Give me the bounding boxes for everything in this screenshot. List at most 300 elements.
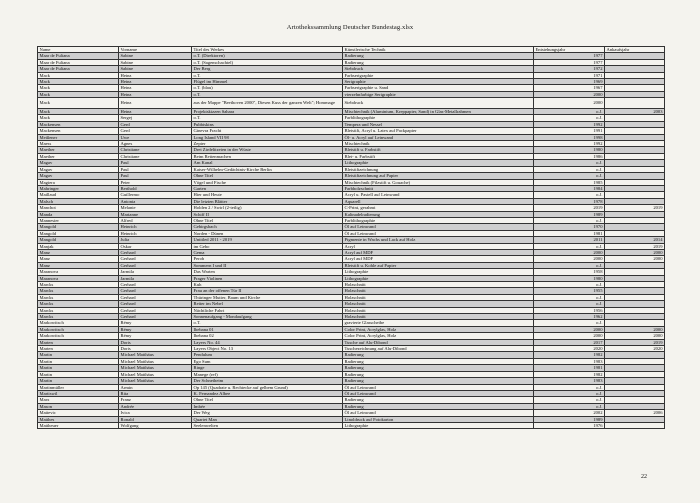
cell-vorname: Paul: [119, 166, 192, 172]
cell-titel: Manege (ref): [192, 371, 343, 377]
cell-entstehungsjahr: o.J.: [534, 320, 605, 326]
cell-titel: Ibebana 02: [192, 333, 343, 339]
cell-entstehungsjahr: o.J.: [534, 294, 605, 300]
cell-technik: Lithographie: [343, 275, 534, 281]
cell-technik: Mischtechnik: [343, 141, 534, 147]
cell-name: Mattevic: [38, 410, 119, 416]
cell-vorname: Sabine: [119, 53, 192, 59]
cell-entstehungsjahr: 1980: [534, 275, 605, 281]
cell-name: Mackensen: [38, 121, 119, 127]
cell-vorname: Gerhard: [119, 256, 192, 262]
cell-name: Mack: [38, 85, 119, 91]
cell-technik: Bleistift, Acryl u. Latex auf Packpapier: [343, 128, 534, 134]
cell-titel: Der Berg: [192, 66, 343, 72]
cell-name: Markowitsch: [38, 320, 119, 326]
cell-vorname: Heinz: [119, 72, 192, 78]
cell-titel: o.T.: [192, 72, 343, 78]
cell-entstehungsjahr: 2000: [534, 91, 605, 97]
cell-titel: Perob: [192, 256, 343, 262]
cell-name: Manda: [38, 211, 119, 217]
cell-vorname: Sabine: [119, 66, 192, 72]
cell-technik: Lithographie: [343, 269, 534, 275]
cell-titel: Ibebana 01: [192, 326, 343, 332]
cell-technik: Radierung: [343, 365, 534, 371]
cell-entstehungsjahr: 1981: [534, 365, 605, 371]
cell-titel: Ohne Titel: [192, 173, 343, 179]
cell-entstehungsjahr: 1977: [534, 59, 605, 65]
cell-name: Martin: [38, 358, 119, 364]
cell-name: Mangold: [38, 224, 119, 230]
cell-technik: Bleistiftzeichnung: [343, 166, 534, 172]
cell-titel: o.T.: [192, 91, 343, 97]
cell-titel: Gebirgsbach: [192, 224, 343, 230]
cell-technik: Lithographie: [343, 160, 534, 166]
cell-entstehungsjahr: 1991: [534, 128, 605, 134]
cell-name: Marcks: [38, 301, 119, 307]
cell-vorname: Gerhard: [119, 307, 192, 313]
cell-entstehungsjahr: 1985: [534, 179, 605, 185]
cell-technik: Bleistift u. Farbstift: [343, 147, 534, 153]
cell-technik: Radierung: [343, 378, 534, 384]
cell-name: Marx: [38, 397, 119, 403]
cell-technik: Farbserigraphie: [343, 72, 534, 78]
cell-entstehungsjahr: o.J.: [534, 160, 605, 166]
cell-name: Martin: [38, 378, 119, 384]
column-header-titel: Titel des Werkes: [192, 47, 343, 53]
cell-name: Maess: [38, 141, 119, 147]
cell-titel: Beim Rettenmachen: [192, 153, 343, 159]
cell-titel: Ringe: [192, 365, 343, 371]
cell-name: Marten: [38, 346, 119, 352]
cell-technik: gravierte Glasscheibe: [343, 320, 534, 326]
cell-name: Maar de Fuliana: [38, 66, 119, 72]
cell-technik: Aquarell: [343, 198, 534, 204]
cell-name: Manchot: [38, 205, 119, 211]
cell-vorname: Heinz: [119, 98, 192, 109]
cell-technik: Acryl: [343, 243, 534, 249]
cell-titel: Seelenwelten: [192, 422, 343, 428]
cell-entstehungsjahr: 1992: [534, 141, 605, 147]
cell-name: Mannesier: [38, 217, 119, 223]
cell-vorname: Melanie: [119, 205, 192, 211]
cell-entstehungsjahr: 1980: [534, 147, 605, 153]
cell-technik: Öl auf Leinwand: [343, 224, 534, 230]
cell-titel: Sonnenaufgang - Mondaufgang: [192, 314, 343, 320]
cell-titel: o.T. (Sagenschachtel): [192, 59, 343, 65]
cell-vorname: Uwe: [119, 134, 192, 140]
cell-titel: Schiff II: [192, 211, 343, 217]
cell-entstehungsjahr: 2002: [534, 410, 605, 416]
cell-name: Mahringer: [38, 185, 119, 191]
cell-titel: Drei Zirdelitzeien in der Wüste: [192, 147, 343, 153]
cell-vorname: Christiane: [119, 153, 192, 159]
cell-technik: Radierung: [343, 397, 534, 403]
cell-titel: Das Warten: [192, 269, 343, 275]
cell-name: Marcks: [38, 288, 119, 294]
cell-entstehungsjahr: o.J.: [534, 173, 605, 179]
cell-titel: Thüringer Mutter, Baum und Kirche: [192, 294, 343, 300]
cell-name: Manz: [38, 256, 119, 262]
cell-technik: Öl auf Leinwand: [343, 230, 534, 236]
cell-vorname: Michael Matthäus: [119, 365, 192, 371]
cell-technik: Siebdruck: [343, 98, 534, 109]
cell-name: Mason: [38, 403, 119, 409]
cell-ankaufsjahr: 2000: [605, 326, 665, 332]
cell-ankaufsjahr: 2000: [605, 333, 665, 339]
column-header-technik: Künstlerische Technik: [343, 47, 534, 53]
cell-vorname: Guillermo: [119, 192, 192, 198]
cell-entstehungsjahr: 1970: [534, 224, 605, 230]
cell-name: Manz: [38, 249, 119, 255]
cell-name: Maether: [38, 147, 119, 153]
cell-technik: Farbserigraphie u. Sand: [343, 85, 534, 91]
cell-technik: Farbholzschnitt: [343, 185, 534, 191]
cell-entstehungsjahr: o.J.: [534, 109, 605, 115]
cell-name: Magav: [38, 166, 119, 172]
cell-name: Marcks: [38, 282, 119, 288]
cell-technik: Radierung: [343, 358, 534, 364]
cell-titel: o.T. (blau): [192, 85, 343, 91]
cell-titel: Projektskizzen Sahara: [192, 109, 343, 115]
cell-technik: Bleistiftzeichnung auf Papier: [343, 173, 534, 179]
cell-vorname: Gerhard: [119, 301, 192, 307]
cell-entstehungsjahr: 1983: [534, 378, 605, 384]
cell-name: Malsch: [38, 198, 119, 204]
cell-titel: Holden 2 / Swirl (2-teilig): [192, 205, 343, 211]
cell-name: Marten: [38, 339, 119, 345]
cell-name: Mangold: [38, 230, 119, 236]
cell-titel: Der Schneiheim: [192, 378, 343, 384]
cell-name: Maranova: [38, 275, 119, 281]
cell-titel: aus der Mappe "Beethoven 2000", Diesen Kuss der ganzen Welt"; Hommage: [192, 98, 343, 109]
cell-entstehungsjahr: o.J.: [534, 384, 605, 390]
cell-ankaufsjahr: 2014: [605, 237, 665, 243]
column-header-vorname: Vorname: [119, 47, 192, 53]
cell-entstehungsjahr: o.J.: [534, 262, 605, 268]
cell-entstehungsjahr: 1984: [534, 185, 605, 191]
cell-titel: Hier und Heute: [192, 192, 343, 198]
cell-vorname: Gerhard: [119, 288, 192, 294]
cell-entstehungsjahr: o.J.: [534, 243, 605, 249]
cell-titel: Ego Sum: [192, 358, 343, 364]
cell-ankaufsjahr: [605, 422, 665, 428]
cell-vorname: Heinz: [119, 85, 192, 91]
column-header-ankaufsjahr: Ankaufsjahr: [605, 47, 665, 53]
cell-name: Martinmüller: [38, 384, 119, 390]
cell-vorname: Jarmila: [119, 275, 192, 281]
cell-technik: Pigmente in Wachs und Lack auf Holz: [343, 237, 534, 243]
cell-vorname: Marianne: [119, 211, 192, 217]
table-row: [38, 98, 665, 109]
cell-technik: Mischtechnik (Filzstift u. Gouache): [343, 179, 534, 185]
cell-ankaufsjahr: [605, 98, 665, 109]
cell-titel: Frau an der offenen Tür II: [192, 288, 343, 294]
cell-entstehungsjahr: 1956: [534, 307, 605, 313]
cell-technik: Siebdruck: [343, 66, 534, 72]
cell-technik: Acryl u. Pastell auf Leinwand: [343, 192, 534, 198]
cell-technik: Lithographie: [343, 422, 534, 428]
cell-titel: Flügel im Himmel: [192, 79, 343, 85]
cell-technik: Radierung: [343, 403, 534, 409]
cell-titel: Zepter: [192, 141, 343, 147]
cell-technik: Holzschnitt: [343, 282, 534, 288]
cell-entstehungsjahr: 2000: [534, 256, 605, 262]
cell-entstehungsjahr: 1981: [534, 230, 605, 236]
cell-name: Maranova: [38, 269, 119, 275]
cell-entstehungsjahr: o.J.: [534, 403, 605, 409]
cell-technik: vierzehnfarbige Serigraphie: [343, 91, 534, 97]
cell-titel: K. Fernandez Albee: [192, 390, 343, 396]
cell-technik: Tuschezeichnung auf Alu-Dibond: [343, 346, 534, 352]
cell-entstehungsjahr: o.J.: [534, 390, 605, 396]
cell-technik: Holzschnitt: [343, 314, 534, 320]
cell-vorname: Michael Matthäus: [119, 378, 192, 384]
cell-entstehungsjahr: 1989: [534, 416, 605, 422]
cell-name: Maether: [38, 153, 119, 159]
cell-entstehungsjahr: 1977: [534, 53, 605, 59]
cell-name: Markowitsch: [38, 333, 119, 339]
cell-technik: C-Print, gerahmt: [343, 205, 534, 211]
cell-name: Marcks: [38, 307, 119, 313]
cell-entstehungsjahr: 2000: [534, 326, 605, 332]
cell-vorname: Rémy: [119, 326, 192, 332]
cell-vorname: Sergej: [119, 115, 192, 121]
cell-vorname: Michael Matthäus: [119, 358, 192, 364]
cell-name: Maillaud: [38, 192, 119, 198]
cell-technik: Color Print, Acrylglas, Holz: [343, 333, 534, 339]
cell-name: Mack: [38, 115, 119, 121]
cell-titel: Nächtliche Fahrt: [192, 307, 343, 313]
cell-entstehungsjahr: 2000: [534, 333, 605, 339]
cell-vorname: Gerhard: [119, 314, 192, 320]
cell-titel: Ohne Titel: [192, 217, 343, 223]
cell-name: Mack: [38, 98, 119, 109]
cell-name: Mangold: [38, 237, 119, 243]
cell-technik: Öl auf Leinwand: [343, 384, 534, 390]
cell-technik: Öl auf Leinwand: [343, 390, 534, 396]
cell-name: Magiera: [38, 179, 119, 185]
cell-ankaufsjahr: 2019: [605, 243, 665, 249]
cell-vorname: Berthold: [119, 185, 192, 191]
cell-entstehungsjahr: 1958: [534, 269, 605, 275]
cell-ankaufsjahr: 2019: [605, 205, 665, 211]
cell-name: Marcks: [38, 294, 119, 300]
table-body: [38, 53, 665, 429]
cell-vorname: Armin: [119, 384, 192, 390]
cell-technik: Color Print, Acrylglas, Holz: [343, 326, 534, 332]
cell-titel: Vögel und Fische: [192, 179, 343, 185]
cell-vorname: Doris: [119, 346, 192, 352]
cell-name: Mack: [38, 109, 119, 115]
cell-entstehungsjahr: 1955: [534, 288, 605, 294]
cell-ankaufsjahr: 2000: [605, 256, 665, 262]
cell-titel: Kaiser-Wilhelm-Gedächtnis-Kirche Berlin: [192, 166, 343, 172]
cell-ankaufsjahr: 2020: [605, 346, 665, 352]
cell-vorname: Agnes: [119, 141, 192, 147]
cell-entstehungsjahr: 1982: [534, 352, 605, 358]
cell-name: Martin: [38, 371, 119, 377]
page-number: 22: [641, 474, 647, 480]
document-title: Artothekssammlung Deutscher Bundestag.xlsx: [286, 24, 414, 31]
cell-name: Mack: [38, 72, 119, 78]
cell-technik: Radierung: [343, 59, 534, 65]
cell-name: Magav: [38, 173, 119, 179]
cell-name: Marcks: [38, 314, 119, 320]
cell-entstehungsjahr: 2011: [534, 237, 605, 243]
cell-titel: Ohne Titel: [192, 397, 343, 403]
cell-vorname: Doris: [119, 339, 192, 345]
cell-vorname: Gerd: [119, 121, 192, 127]
cell-entstehungsjahr: 1989: [534, 211, 605, 217]
cell-titel: Layers Object No. 13: [192, 346, 343, 352]
cell-entstehungsjahr: 1976: [534, 422, 605, 428]
cell-entstehungsjahr: o.J.: [534, 217, 605, 223]
cell-vorname: Gerd: [119, 128, 192, 134]
cell-technik: Holzschnitt: [343, 301, 534, 307]
cell-titel: Sommern I und II: [192, 262, 343, 268]
cell-entstehungsjahr: o.J.: [534, 301, 605, 307]
cell-technik: Holzschnitt: [343, 307, 534, 313]
cell-entstehungsjahr: o.J.: [534, 397, 605, 403]
table-row: [38, 422, 665, 428]
cell-vorname: Jarmila: [119, 269, 192, 275]
cell-titel: Kuh: [192, 282, 343, 288]
cell-vorname: Andrée: [119, 403, 192, 409]
cell-vorname: Peter: [119, 179, 192, 185]
cell-technik: Farblithographie: [343, 115, 534, 121]
cell-titel: Layers No. 44: [192, 339, 343, 345]
cell-vorname: Michael Matthäus: [119, 352, 192, 358]
cell-entstehungsjahr: 2017: [534, 339, 605, 345]
cell-titel: Norden - Dünen: [192, 230, 343, 236]
cell-vorname: Sabine: [119, 59, 192, 65]
cell-name: Manjak: [38, 243, 119, 249]
cell-titel: Untitled 2011 - 2019: [192, 237, 343, 243]
cell-technik: Radierung: [343, 371, 534, 377]
cell-entstehungsjahr: o.J.: [534, 282, 605, 288]
artwork-table: [37, 46, 665, 429]
cell-technik: Radierung: [343, 352, 534, 358]
cell-technik: Linoldruck auf Fotokarton: [343, 416, 534, 422]
cell-entstehungsjahr: 1962: [534, 314, 605, 320]
cell-vorname: Julia: [119, 237, 192, 243]
cell-name: Martin: [38, 365, 119, 371]
cell-entstehungsjahr: 1978: [534, 198, 605, 204]
cell-vorname: Oskar: [119, 243, 192, 249]
cell-vorname: Wolfgang: [119, 422, 192, 428]
cell-name: Magav: [38, 160, 119, 166]
cell-name: Mackensen: [38, 128, 119, 134]
cell-ankaufsjahr: 2000: [605, 249, 665, 255]
column-header-entstehungsjahr: Entstehungsjahr: [534, 47, 605, 53]
cell-titel: o.T.: [192, 115, 343, 121]
cell-vorname: Heinrich: [119, 230, 192, 236]
cell-titel: Quartet Man: [192, 416, 343, 422]
cell-vorname: Ronald: [119, 416, 192, 422]
cell-titel: Prager Violinen: [192, 275, 343, 281]
cell-titel: im Gebo: [192, 243, 343, 249]
cell-titel: Pubbiskins: [192, 121, 343, 127]
cell-technik: Farblithographie: [343, 217, 534, 223]
cell-technik: Serigraphie: [343, 79, 534, 85]
cell-technik: Tusche auf Alu-Dibond: [343, 339, 534, 345]
cell-vorname: Heinz: [119, 79, 192, 85]
cell-vorname: Gerhard: [119, 282, 192, 288]
cell-entstehungsjahr: 1982: [534, 371, 605, 377]
cell-entstehungsjahr: 2000: [534, 98, 605, 109]
cell-entstehungsjahr: 1969: [534, 79, 605, 85]
cell-technik: Holzschnitt: [343, 288, 534, 294]
cell-technik: Blei- u. Farbstift: [343, 153, 534, 159]
cell-name: Maar de Fuliana: [38, 59, 119, 65]
cell-name: Martin: [38, 352, 119, 358]
cell-entstehungsjahr: o.J.: [534, 166, 605, 172]
cell-vorname: Heinrich: [119, 224, 192, 230]
cell-vorname: Paul: [119, 160, 192, 166]
cell-name: Martiswil: [38, 390, 119, 396]
cell-entstehungsjahr: 1972: [534, 66, 605, 72]
cell-titel: Die letzten Blätter: [192, 198, 343, 204]
cell-entstehungsjahr: 1967: [534, 85, 605, 91]
cell-entstehungsjahr: 1983: [534, 358, 605, 364]
cell-technik: Öl- u. Acryl auf Leinwand: [343, 134, 534, 140]
cell-vorname: Paul: [119, 173, 192, 179]
cell-entstehungsjahr: 1971: [534, 72, 605, 78]
cell-technik: Öl auf Leinwand: [343, 410, 534, 416]
cell-entstehungsjahr: 1986: [534, 153, 605, 159]
cell-name: Markowitsch: [38, 326, 119, 332]
cell-technik: Acryl auf MDF: [343, 249, 534, 255]
cell-titel: o.T. (Direktoren): [192, 53, 343, 59]
cell-ankaufsjahr: 2019: [605, 339, 665, 345]
cell-name: Mattheuer: [38, 422, 119, 428]
cell-entstehungsjahr: o.J.: [534, 192, 605, 198]
cell-titel: Reiter im Nebel: [192, 301, 343, 307]
cell-entstehungsjahr: 2020: [534, 346, 605, 352]
cell-titel: Ginevra Fracht: [192, 128, 343, 134]
cell-vorname: Gerhard: [119, 249, 192, 255]
cell-titel: Garten: [192, 185, 343, 191]
cell-entstehungsjahr: 2019: [534, 205, 605, 211]
cell-ankaufsjahr: 2003: [605, 109, 665, 115]
cell-technik: Kaltnadelradierung: [343, 211, 534, 217]
cell-name: Manz: [38, 262, 119, 268]
cell-vorname: Rémy: [119, 320, 192, 326]
cell-entstehungsjahr: 2000: [534, 249, 605, 255]
cell-vorname: Gerhard: [119, 294, 192, 300]
cell-technik: Bleistift u. Kohle auf Papier: [343, 262, 534, 268]
cell-technik: Mischtechnik (Aluminium, Kreppapier, Sand) in Glas-Metallrahmen: [343, 109, 534, 115]
cell-titel: Am Kanal: [192, 160, 343, 166]
cell-technik: Radierung: [343, 53, 534, 59]
cell-vorname: Ivica: [119, 410, 192, 416]
cell-technik: Acryl auf MDF: [343, 256, 534, 262]
cell-vorname: Heinz: [119, 91, 192, 97]
cell-titel: Der Weg: [192, 410, 343, 416]
cell-vorname: Rita: [119, 390, 192, 396]
column-header-name: Name: [38, 47, 119, 53]
cell-vorname: Franz: [119, 397, 192, 403]
cell-entstehungsjahr: o.J.: [534, 115, 605, 121]
cell-titel: Op 145 (Quadrate u. Rechtecke auf gelbem Grund): [192, 384, 343, 390]
cell-technik: Tempera und Nessel: [343, 121, 534, 127]
cell-vorname: Michael Matthäus: [119, 371, 192, 377]
cell-titel: o.T.: [192, 320, 343, 326]
cell-name: Matthes: [38, 416, 119, 422]
cell-vorname: Christiane: [119, 147, 192, 153]
cell-titel: Long Island VII 98: [192, 134, 343, 140]
cell-titel: Pendulum: [192, 352, 343, 358]
